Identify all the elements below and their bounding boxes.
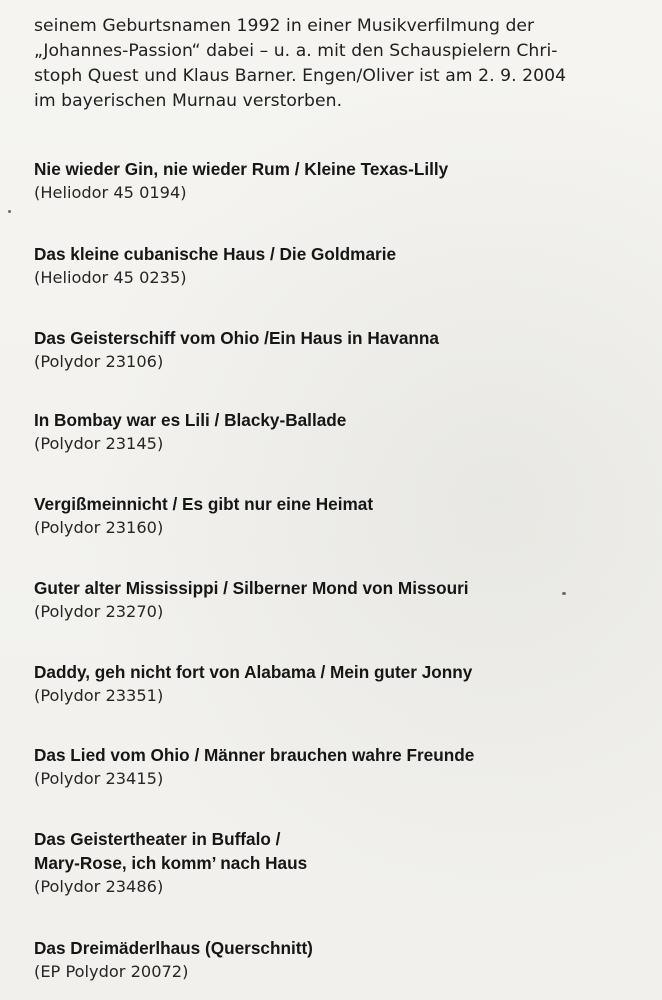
record-label: (Polydor 23415) <box>34 769 164 788</box>
record-label: (Polydor 23160) <box>34 518 164 537</box>
record-title: Daddy, geh nicht fort von Alabama / Mein guter Jonny <box>34 662 473 682</box>
record-entry <box>34 242 634 290</box>
record-label: (Heliodor 45 0194) <box>34 183 187 202</box>
intro-line: im bayerischen Murnau verstorben. <box>34 91 343 111</box>
record-title: Das Geistertheater in Buffalo / <box>34 829 281 849</box>
record-title: Vergißmeinnicht / Es gibt nur eine Heimat <box>34 494 374 514</box>
record-title: Das Lied vom Ohio / Männer brauchen wahre Freunde <box>34 745 475 765</box>
record-label: (EP Polydor 20072) <box>34 962 189 981</box>
record-title-continued: Mary-Rose, ich komm’ nach Haus <box>34 853 308 873</box>
record-title: Guter alter Mississippi / Silberner Mond von Missouri <box>34 578 469 598</box>
record-entry <box>34 827 634 899</box>
record-label: (Heliodor 45 0235) <box>34 268 187 287</box>
record-label: (Polydor 23145) <box>34 434 164 453</box>
record-title: Das Geisterschiff vom Ohio /Ein Haus in Havanna <box>34 328 439 348</box>
intro-line: stoph Quest und Klaus Barner. Engen/Oliver ist am 2. 9. 2004 <box>34 66 567 86</box>
paper-speck <box>562 592 566 595</box>
record-title: Das Dreimäderlhaus (Querschnitt) <box>34 938 313 958</box>
record-entry <box>34 492 634 540</box>
record-entry <box>34 743 634 791</box>
intro-line: „Johannes-Passion“ dabei – u. a. mit den Schauspielern Chri- <box>34 41 558 61</box>
record-entry <box>34 660 634 708</box>
record-title: Das kleine cubanische Haus / Die Goldmarie <box>34 244 397 264</box>
record-label: (Polydor 23106) <box>34 352 164 371</box>
record-entry <box>34 326 634 374</box>
record-label: (Polydor 23486) <box>34 877 164 896</box>
record-entry <box>34 157 634 205</box>
intro-line: seinem Geburtsnamen 1992 in einer Musikverfilmung der <box>34 16 535 36</box>
record-label: (Polydor 23351) <box>34 686 164 705</box>
record-title: Nie wieder Gin, nie wieder Rum / Kleine Texas-Lilly <box>34 159 449 179</box>
intro-paragraph <box>34 14 630 114</box>
paper-speck <box>8 210 11 213</box>
record-entry <box>34 936 634 984</box>
record-title: In Bombay war es Lili / Blacky-Ballade <box>34 410 347 430</box>
record-entry <box>34 576 634 624</box>
record-label: (Polydor 23270) <box>34 602 164 621</box>
record-entry <box>34 408 634 456</box>
